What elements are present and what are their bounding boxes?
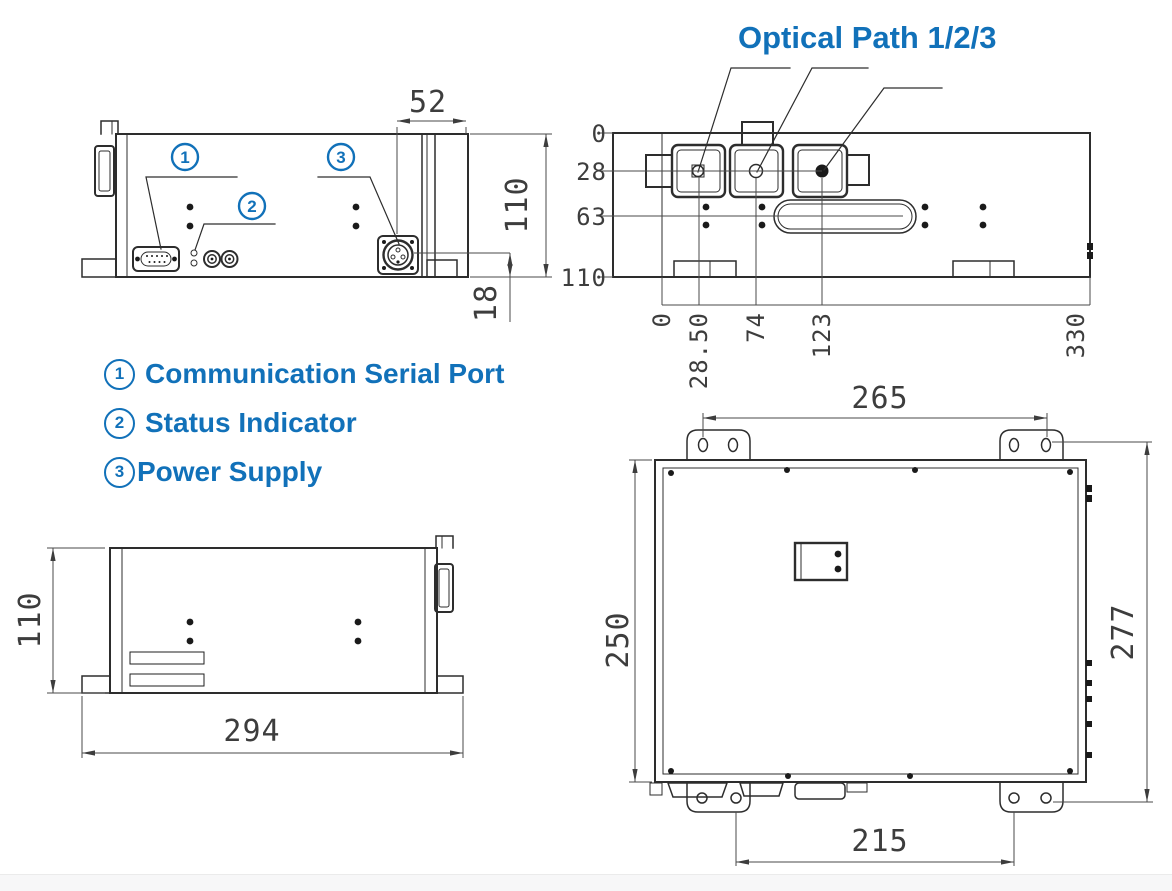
bottom-dim-left: 250 [601, 611, 636, 669]
front-dim-width: 52 [408, 85, 448, 120]
v-scale-110: 110 [560, 264, 607, 292]
mount-ear-top-left [687, 430, 750, 460]
callout-1 [146, 144, 237, 249]
legend-marker-1: 1 [104, 359, 135, 390]
front-foot-left [82, 259, 116, 277]
aux-round-connectors [204, 251, 238, 267]
legend-marker-2: 2 [104, 408, 135, 439]
mount-ear-top-right [1000, 430, 1063, 460]
callout-2-number: 2 [247, 197, 257, 216]
front-post [422, 134, 435, 277]
label-window [795, 543, 847, 580]
side-dim-width: 294 [223, 714, 281, 749]
front-clamp-hook [101, 121, 118, 134]
top-view [613, 68, 1093, 277]
front-body [116, 134, 468, 277]
legend-label-serial-port: Communication Serial Port [145, 358, 505, 389]
side-foot-right [437, 676, 463, 693]
h-scale-2850: 28.50 [685, 312, 713, 390]
mount-ear-bottom-right [1000, 782, 1063, 812]
optical-path-title: Optical Path 1/2/3 [738, 20, 997, 55]
side-foot-left [82, 676, 110, 693]
front-screw-dots [187, 204, 360, 230]
side-clamp-hook [436, 536, 453, 548]
front-dim-height: 110 [500, 176, 535, 234]
v-scale-28: 28 [576, 158, 607, 186]
h-scale-74: 74 [742, 312, 770, 343]
legend-label-power-supply: Power Supply [137, 456, 323, 487]
bottom-dim-bottom: 215 [851, 824, 909, 859]
side-dim-height: 110 [13, 591, 48, 649]
bottom-dim-right: 277 [1106, 603, 1141, 661]
h-scale-0: 0 [648, 312, 676, 328]
legend-item-status-indicator [104, 407, 504, 439]
v-scale-0: 0 [591, 120, 607, 148]
side-view [82, 536, 463, 693]
callout-3 [318, 144, 399, 244]
side-screw-dots [187, 619, 362, 645]
legend-item-serial-port [104, 358, 504, 390]
legend [104, 358, 504, 488]
front-clamp-bracket [95, 146, 114, 196]
top-foot-notches [674, 261, 1014, 277]
h-scale-123: 123 [808, 312, 836, 359]
top-view-horizontal-scale [648, 312, 1090, 389]
callout-3-number: 3 [336, 148, 346, 167]
callout-1-number: 1 [180, 148, 190, 167]
serial-port-pins [146, 255, 168, 263]
top-view-vertical-scale [561, 120, 607, 292]
bottom-view [650, 430, 1092, 812]
footer-bar [0, 874, 1172, 891]
legend-label-status-indicator: Status Indicator [145, 407, 357, 438]
callout-2 [195, 193, 275, 250]
front-foot-right [427, 260, 457, 277]
front-view [82, 121, 468, 277]
h-scale-330: 330 [1062, 312, 1090, 359]
bottom-dim-top: 265 [851, 381, 909, 416]
front-dim-offset: 18 [469, 283, 504, 323]
legend-item-power-supply [104, 456, 504, 488]
vent-slots [130, 652, 204, 686]
bottom-edge-connectors [650, 783, 867, 799]
v-scale-63: 63 [576, 203, 607, 231]
side-body [110, 548, 437, 693]
serial-port-connector [133, 247, 179, 271]
bottom-screw-dots [668, 467, 1073, 779]
bottom-body [655, 460, 1086, 782]
status-indicator-leds [191, 250, 197, 266]
legend-marker-3: 3 [104, 457, 135, 488]
